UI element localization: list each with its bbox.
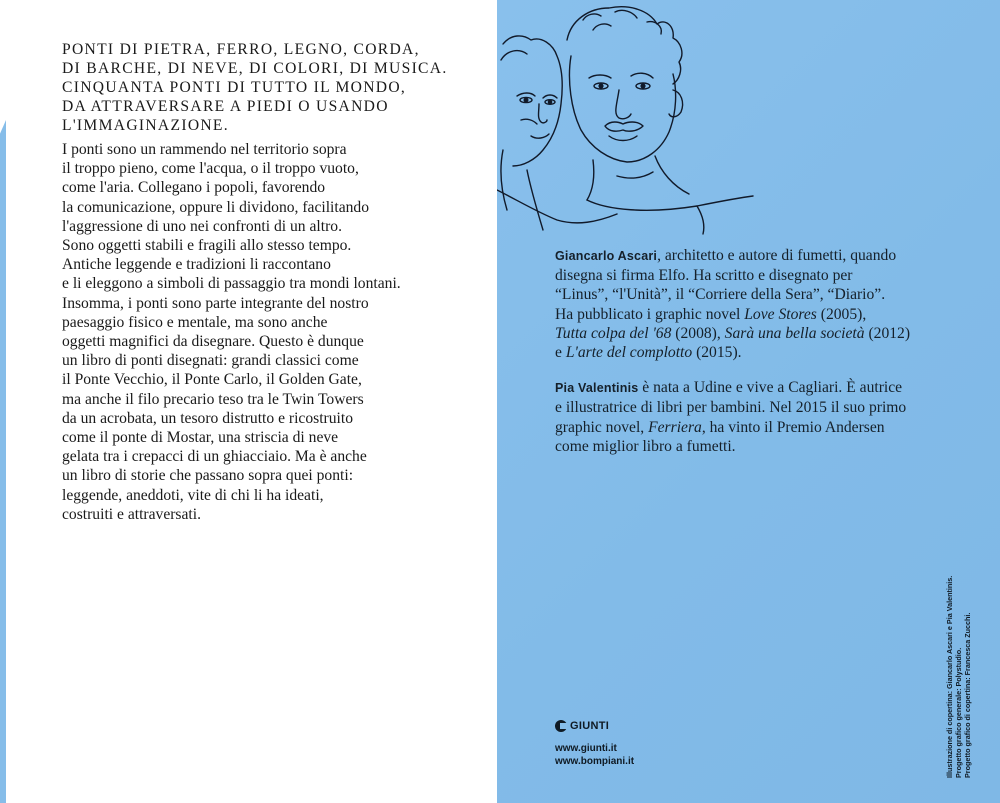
- bio-text: come miglior libro a fumetti.: [555, 437, 736, 455]
- headline-line: DI BARCHE, DI NEVE, DI COLORI, DI MUSICA.: [62, 60, 448, 77]
- body-line: l'aggressione di uno nei confronti di un altro.: [62, 217, 342, 235]
- body-line: come l'aria. Collegano i popoli, favorendo: [62, 179, 326, 197]
- cover-credits: [945, 575, 985, 778]
- book-title: Love Stores: [744, 305, 817, 323]
- publisher-block: [555, 720, 755, 768]
- blurb-body: [62, 140, 482, 524]
- giunti-logo-icon: [555, 720, 567, 732]
- body-line: il troppo pieno, come l'acqua, o il troppo vuoto,: [62, 160, 359, 178]
- body-line: Antiche leggende e tradizioni li raccontano: [62, 256, 331, 274]
- book-title: Tutta colpa del '68: [555, 324, 672, 342]
- body-line: costruiti e attraversati.: [62, 505, 201, 523]
- body-line: ma anche il filo precario teso tra le Twin Towers: [62, 390, 364, 408]
- authors-portrait-illustration: [497, 0, 757, 235]
- headline-line: PONTI DI PIETRA, FERRO, LEGNO, CORDA,: [62, 41, 420, 58]
- back-flap-right-page: [497, 0, 1000, 803]
- bio-pia-valentinis: [555, 378, 985, 456]
- author-bios: [555, 246, 985, 472]
- publisher-url-giunti[interactable]: www.giunti.it: [555, 743, 617, 754]
- giunti-logo: [555, 720, 755, 732]
- book-title: Sarà una bella società: [724, 324, 865, 342]
- body-line: da un acrobata, un tesoro distrutto e ricostruito: [62, 409, 354, 427]
- spine-edge: [0, 120, 6, 803]
- blurb-headline: [62, 40, 482, 135]
- credit-line: Illustrazione di copertina: Giancarlo Ascari e Pia Valentinis.: [945, 575, 954, 778]
- bio-text: è nata a Udine e vive a Cagliari. È autrice: [638, 379, 903, 397]
- headline-line: L'IMMAGINAZIONE.: [62, 117, 229, 134]
- bio-text: (2012): [864, 324, 911, 342]
- back-cover-left-page: [0, 0, 497, 803]
- bio-text: disegna si firma Elfo. Ha scritto e disegnato per: [555, 267, 853, 285]
- body-line: paesaggio fisico e mentale, ma sono anche: [62, 313, 328, 331]
- credit-line: Progetto grafico di copertina: Francesca Zucchi.: [963, 612, 972, 778]
- body-line: il Ponte Vecchio, il Ponte Carlo, il Golden Gate,: [62, 371, 362, 389]
- bio-text: (2005),: [816, 305, 867, 323]
- body-line: Sono oggetti stabili e fragili allo stesso tempo.: [62, 237, 352, 255]
- body-line: Insomma, i ponti sono parte integrante del nostro: [62, 294, 369, 312]
- body-line: come il ponte di Mostar, una striscia di neve: [62, 429, 339, 447]
- headline-line: DA ATTRAVERSARE A PIEDI O USANDO: [62, 98, 389, 115]
- body-line: un libro di storie che passano sopra quei ponti:: [62, 467, 354, 485]
- bio-text: e illustratrice di libri per bambini. Nel 2015 il suo primo: [555, 399, 907, 417]
- giunti-logo-text: GIUNTI: [570, 720, 610, 732]
- bio-text: (2008),: [671, 324, 725, 342]
- author-name: Giancarlo Ascari: [555, 249, 658, 263]
- body-line: e li eleggono a simboli di passaggio tra mondi lontani.: [62, 275, 401, 293]
- body-line: la comunicazione, oppure li dividono, facilitando: [62, 198, 370, 216]
- bio-text: Ha pubblicato i graphic novel: [555, 305, 745, 323]
- author-name: Pia Valentinis: [555, 381, 639, 396]
- bio-text: (2015).: [692, 344, 742, 362]
- bio-text: e: [555, 344, 566, 362]
- bio-text: “Linus”, “l'Unità”, il “Corriere della Sera”, “Diario”.: [555, 286, 886, 304]
- credit-line: Progetto grafico generale: Polystudio.: [954, 647, 963, 778]
- bio-giancarlo-ascari: [555, 246, 985, 362]
- body-line: leggende, aneddoti, vite di chi li ha ideati,: [62, 486, 324, 504]
- body-line: oggetti magnifici da disegnare. Questo è dunque: [62, 333, 364, 351]
- bio-text: , ha vinto il Premio Andersen: [701, 418, 885, 436]
- book-title: Ferriera: [648, 418, 702, 436]
- headline-line: CINQUANTA PONTI DI TUTTO IL MONDO,: [62, 79, 407, 96]
- publisher-url-bompiani[interactable]: www.bompiani.it: [555, 756, 635, 767]
- book-title: L'arte del complotto: [565, 344, 693, 362]
- body-line: gelata tra i crepacci di un ghiacciaio. Ma è anche: [62, 448, 367, 466]
- bio-text: graphic novel,: [555, 418, 649, 436]
- body-line: un libro di ponti disegnati: grandi classici come: [62, 352, 359, 370]
- body-line: I ponti sono un rammendo nel territorio sopra: [62, 141, 347, 158]
- bio-text: , architetto e autore di fumetti, quando: [657, 247, 897, 264]
